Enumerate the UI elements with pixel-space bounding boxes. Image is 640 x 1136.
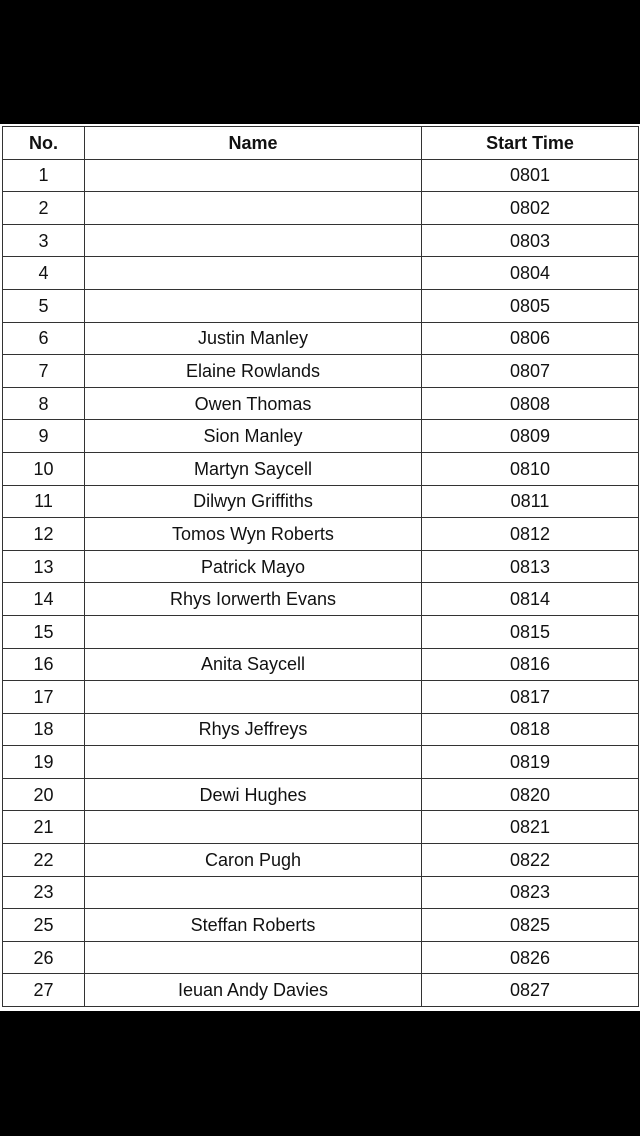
cell-no: 19 <box>3 746 85 779</box>
cell-name <box>85 811 422 844</box>
cell-name <box>85 159 422 192</box>
cell-no: 3 <box>3 224 85 257</box>
cell-no: 16 <box>3 648 85 681</box>
cell-no: 20 <box>3 778 85 811</box>
table-row <box>3 355 639 388</box>
cell-start-time: 0823 <box>422 876 639 909</box>
cell-start-time: 0810 <box>422 452 639 485</box>
cell-start-time: 0815 <box>422 615 639 648</box>
cell-no: 6 <box>3 322 85 355</box>
cell-name <box>85 681 422 714</box>
cell-name: Owen Thomas <box>85 387 422 420</box>
cell-start-time: 0816 <box>422 648 639 681</box>
table-row <box>3 192 639 225</box>
top-letterbox <box>0 0 640 124</box>
table-row <box>3 420 639 453</box>
cell-no: 14 <box>3 583 85 616</box>
cell-start-time: 0813 <box>422 550 639 583</box>
table-row <box>3 941 639 974</box>
bottom-letterbox <box>0 1011 640 1136</box>
cell-name <box>85 746 422 779</box>
cell-start-time: 0821 <box>422 811 639 844</box>
table-row <box>3 974 639 1007</box>
cell-no: 7 <box>3 355 85 388</box>
header-no: No. <box>3 127 85 160</box>
table-row <box>3 615 639 648</box>
table-row <box>3 257 639 290</box>
cell-start-time: 0818 <box>422 713 639 746</box>
table-row <box>3 224 639 257</box>
table-row <box>3 550 639 583</box>
table-row <box>3 322 639 355</box>
cell-start-time: 0808 <box>422 387 639 420</box>
cell-start-time: 0826 <box>422 941 639 974</box>
cell-no: 22 <box>3 844 85 877</box>
cell-name <box>85 615 422 648</box>
cell-no: 18 <box>3 713 85 746</box>
table-row <box>3 648 639 681</box>
cell-no: 21 <box>3 811 85 844</box>
cell-start-time: 0825 <box>422 909 639 942</box>
table-row <box>3 876 639 909</box>
cell-name: Patrick Mayo <box>85 550 422 583</box>
cell-start-time: 0811 <box>422 485 639 518</box>
cell-name: Dewi Hughes <box>85 778 422 811</box>
cell-start-time: 0805 <box>422 289 639 322</box>
cell-no: 9 <box>3 420 85 453</box>
cell-start-time: 0812 <box>422 518 639 551</box>
table-row <box>3 518 639 551</box>
cell-no: 8 <box>3 387 85 420</box>
cell-start-time: 0804 <box>422 257 639 290</box>
table-row <box>3 778 639 811</box>
table-row <box>3 909 639 942</box>
cell-start-time: 0827 <box>422 974 639 1007</box>
table-row <box>3 159 639 192</box>
table-row <box>3 289 639 322</box>
cell-no: 26 <box>3 941 85 974</box>
table-row <box>3 713 639 746</box>
cell-start-time: 0820 <box>422 778 639 811</box>
cell-name <box>85 941 422 974</box>
cell-no: 2 <box>3 192 85 225</box>
start-list-table <box>2 126 639 1007</box>
header-row <box>3 127 639 160</box>
cell-name: Rhys Jeffreys <box>85 713 422 746</box>
cell-name: Steffan Roberts <box>85 909 422 942</box>
cell-start-time: 0822 <box>422 844 639 877</box>
cell-start-time: 0809 <box>422 420 639 453</box>
cell-no: 15 <box>3 615 85 648</box>
cell-no: 11 <box>3 485 85 518</box>
cell-name <box>85 192 422 225</box>
cell-no: 17 <box>3 681 85 714</box>
table-row <box>3 452 639 485</box>
cell-name: Rhys Iorwerth Evans <box>85 583 422 616</box>
header-name: Name <box>85 127 422 160</box>
table-row <box>3 681 639 714</box>
cell-start-time: 0802 <box>422 192 639 225</box>
header-start-time: Start Time <box>422 127 639 160</box>
table-row <box>3 844 639 877</box>
cell-start-time: 0806 <box>422 322 639 355</box>
cell-start-time: 0801 <box>422 159 639 192</box>
cell-name: Ieuan Andy Davies <box>85 974 422 1007</box>
cell-name <box>85 257 422 290</box>
cell-name <box>85 224 422 257</box>
cell-no: 5 <box>3 289 85 322</box>
cell-name: Elaine Rowlands <box>85 355 422 388</box>
cell-no: 1 <box>3 159 85 192</box>
cell-name: Dilwyn Griffiths <box>85 485 422 518</box>
cell-start-time: 0817 <box>422 681 639 714</box>
cell-name: Tomos Wyn Roberts <box>85 518 422 551</box>
cell-name: Anita Saycell <box>85 648 422 681</box>
cell-start-time: 0819 <box>422 746 639 779</box>
document-page <box>0 124 640 1011</box>
cell-name: Martyn Saycell <box>85 452 422 485</box>
cell-name: Sion Manley <box>85 420 422 453</box>
cell-start-time: 0803 <box>422 224 639 257</box>
table-row <box>3 387 639 420</box>
table-row <box>3 811 639 844</box>
cell-start-time: 0814 <box>422 583 639 616</box>
cell-name <box>85 289 422 322</box>
cell-start-time: 0807 <box>422 355 639 388</box>
cell-no: 13 <box>3 550 85 583</box>
table-row <box>3 583 639 616</box>
cell-name <box>85 876 422 909</box>
table-row <box>3 746 639 779</box>
cell-no: 25 <box>3 909 85 942</box>
cell-name: Justin Manley <box>85 322 422 355</box>
cell-no: 12 <box>3 518 85 551</box>
cell-name: Caron Pugh <box>85 844 422 877</box>
cell-no: 4 <box>3 257 85 290</box>
cell-no: 23 <box>3 876 85 909</box>
table-row <box>3 485 639 518</box>
cell-no: 10 <box>3 452 85 485</box>
cell-no: 27 <box>3 974 85 1007</box>
table-body <box>3 159 639 1006</box>
